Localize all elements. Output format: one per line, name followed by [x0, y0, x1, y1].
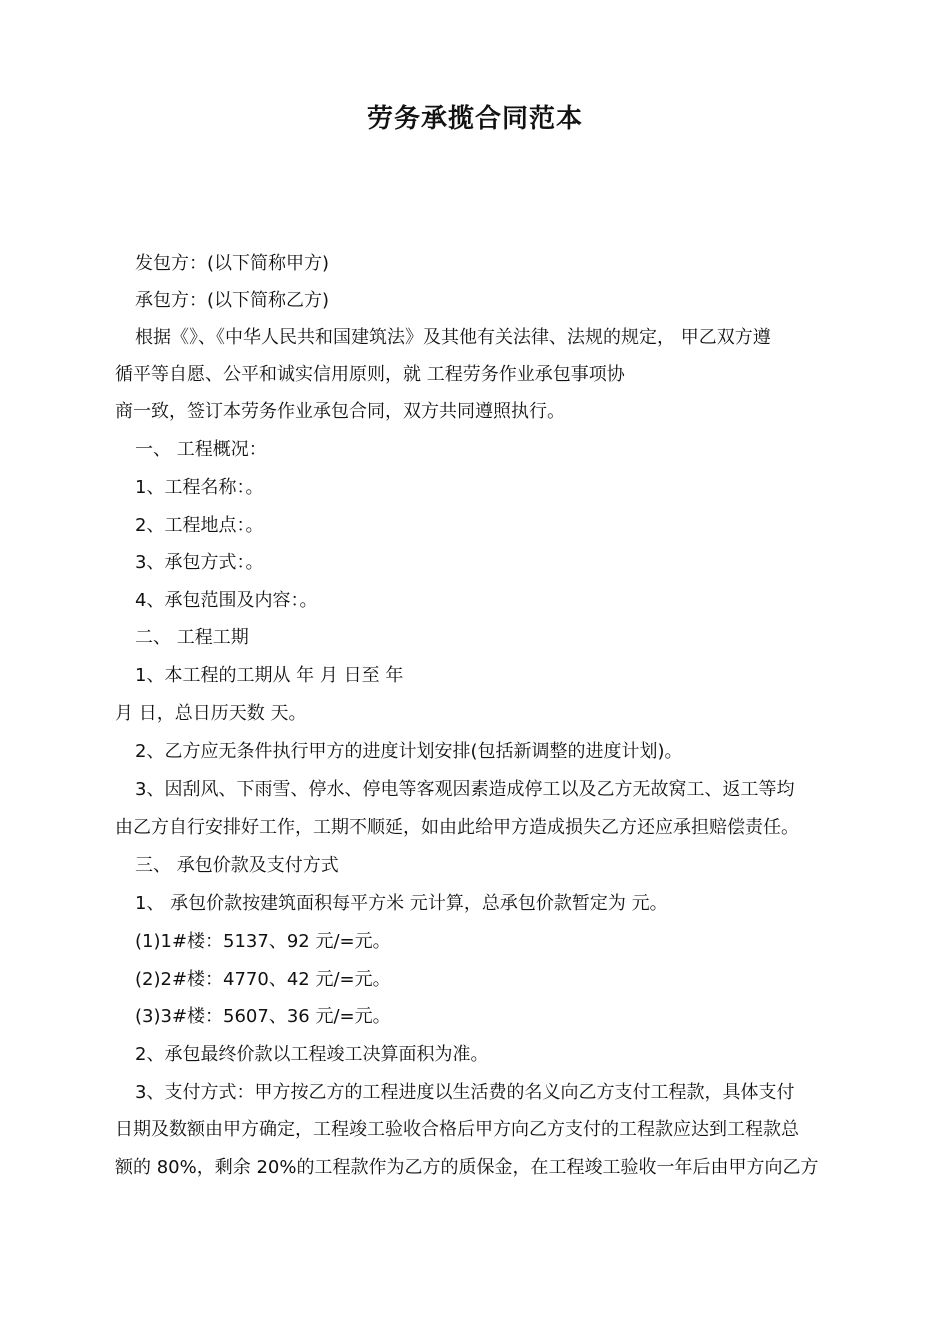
clause-schedule: 2、乙方应无条件执行甲方的进度计划安排(包括新调整的进度计划)。	[135, 741, 683, 762]
clause-contract-method: 3、承包方式：。	[135, 552, 264, 573]
clause-duration-line-2: 月 日，总日历天数 天。	[115, 703, 307, 724]
preamble-line-2: 循平等自愿、公平和诚实信用原则，就 工程劳务作业承包事项协	[115, 364, 625, 385]
preamble-line-3: 商一致，签订本劳务作业承包合同，双方共同遵照执行。	[115, 401, 565, 422]
clause-weather-line-2: 由乙方自行安排好工作，工期不顺延，如由此给甲方造成损失乙方还应承担赔偿责任。	[115, 817, 799, 838]
clause-payment-line-3: 额的 80%，剩余 20%的工程款作为乙方的质保金，在工程竣工验收一年后由甲方向乙方	[115, 1157, 819, 1178]
section-heading-3: 三、 承包价款及支付方式	[135, 855, 339, 876]
party-b-line: 承包方：(以下简称乙方)	[135, 290, 330, 311]
clause-price: 1、 承包价款按建筑面积每平方米 元计算，总承包价款暂定为 元。	[135, 893, 668, 914]
section-heading-2: 二、 工程工期	[135, 627, 249, 648]
section-heading-1: 一、 工程概况：	[135, 439, 267, 460]
price-building-1: (1)1#楼：5137、92 元/=元。	[135, 931, 391, 952]
clause-project-location: 2、工程地点：。	[135, 515, 264, 536]
clause-duration-line-1: 1、本工程的工期从 年 月 日至 年	[135, 665, 404, 686]
clause-weather-line-1: 3、因刮风、下雨雪、停水、停电等客观因素造成停工以及乙方无故窝工、返工等均	[135, 779, 795, 800]
clause-payment-line-1: 3、支付方式：甲方按乙方的工程进度以生活费的名义向乙方支付工程款，具体支付	[135, 1082, 795, 1103]
document-title: 劳务承揽合同范本	[366, 104, 583, 134]
price-building-3: (3)3#楼：5607、36 元/=元。	[135, 1006, 391, 1027]
clause-final-price: 2、承包最终价款以工程竣工决算面积为准。	[135, 1044, 489, 1065]
party-a-line: 发包方：(以下简称甲方)	[135, 253, 330, 274]
clause-payment-line-2: 日期及数额由甲方确定，工程竣工验收合格后甲方向乙方支付的工程款应达到工程款总	[115, 1119, 799, 1140]
price-building-2: (2)2#楼：4770、42 元/=元。	[135, 969, 391, 990]
preamble-line-1: 根据《》、《中华人民共和国建筑法》及其他有关法律、法规的规定， 甲乙双方遵	[135, 327, 771, 348]
clause-project-name: 1、工程名称：。	[135, 477, 264, 498]
clause-contract-scope: 4、承包范围及内容：。	[135, 590, 318, 611]
